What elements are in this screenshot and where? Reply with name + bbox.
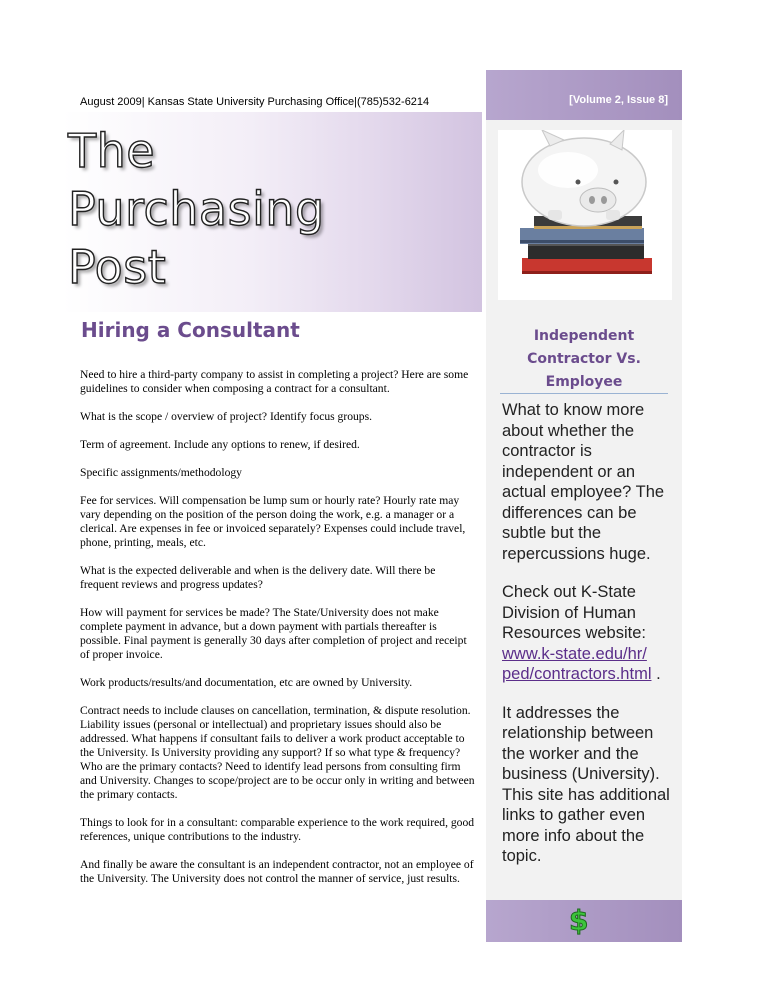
sidebar-title: [486, 325, 682, 394]
sidebar-paragraph-3: It addresses the relationship between the worker and the business (University). This site has additional links to gather even more info about the topic.: [502, 703, 670, 865]
sidebar-text: [502, 400, 678, 885]
contractors-link-line-1: www.k-state.edu/hr/: [502, 644, 647, 663]
article-paragraph: Work products/results/and documentation, etc are owned by University.: [80, 676, 413, 689]
sidebar: [486, 70, 682, 942]
article-paragraph: What is the expected deliverable and when is the delivery date. Will there be frequent reviews and progress updates?: [80, 564, 436, 591]
title-line-2: Purchasing: [68, 182, 325, 236]
sidebar-header-band: [486, 70, 682, 120]
sidebar-paragraph-1: What to know more about whether the contractor is independent or an actual employee? The differences can be subtle but the repercussions huge.: [502, 401, 665, 563]
title-line-3: Post: [68, 240, 167, 294]
article-paragraph: What is the scope / overview of project? Identify focus groups.: [80, 410, 373, 423]
article-headline: Hiring a Consultant: [81, 318, 300, 342]
article-body: [80, 368, 475, 900]
article-paragraph: Things to look for in a consultant: comparable experience to the work required, good references, unique contributions to the industry.: [80, 816, 475, 843]
piggy-bank-image: [498, 130, 672, 300]
article-paragraph: And finally be aware the consultant is an independent contractor, not an employee of the University. The University does not control the manner of service, just results.: [80, 858, 474, 885]
sidebar-paragraph-2-tail: .: [651, 665, 661, 683]
sidebar-footer-band: [486, 900, 682, 942]
contractors-link[interactable]: [502, 645, 651, 684]
sidebar-title-line-3: Employee: [545, 374, 623, 390]
sidebar-title-line-2: Contractor Vs.: [527, 351, 641, 367]
article-paragraph: Need to hire a third-party company to assist in completing a project? Here are some guidelines to consider when composing a contract for a consultant.: [80, 368, 469, 395]
article-paragraph: Specific assignments/methodology: [80, 466, 242, 479]
article-paragraph: How will payment for services be made? The State/University does not make complete payment in advance, but a down payment with partials thereafter is possible. Final payment is generally 30 days after completion of project and receipt of proper invoice.: [80, 606, 467, 661]
header-meta: August 2009| Kansas State University Purchasing Office|(785)532-6214: [80, 96, 430, 108]
piggy-bank-on-books-icon: [498, 130, 672, 300]
dollar-sign-icon: $: [569, 904, 589, 937]
contractors-link-line-2: ped/contractors.html: [502, 665, 652, 683]
issue-label: [Volume 2, Issue 8]: [569, 94, 668, 106]
article-paragraph: Contract needs to include clauses on cancellation, termination, & dispute resolution. Liability issues (personal or intellectual) and proprietary issues should also be addressed. What happens if consultant fails to deliver a work product acceptable to the University. Is University providing any support? If so what type & frequency? Who are the primary contacts? Need to identify lead persons from consulting firm and University. Changes to scope/project are to be occur only in writing and between the primary contacts.: [80, 704, 475, 801]
article-paragraph: Term of agreement. Include any options to renew, if desired.: [80, 438, 360, 451]
newsletter-title: [68, 122, 325, 296]
article-paragraph: Fee for services. Will compensation be lump sum or hourly rate? Hourly rate may vary depending on the position of the person doing the work, e.g. a manager or a clerical. Are expenses in fee or invoiced separately? Expenses could include travel, phone, printing, meals, etc.: [80, 494, 466, 549]
title-line-1: The: [68, 124, 156, 178]
sidebar-paragraph-2: [502, 582, 678, 685]
sidebar-paragraph-2-lead: Check out K-State Division of Human Resources website:: [502, 583, 646, 642]
sidebar-title-line-1: Independent: [533, 328, 635, 344]
sidebar-divider: [500, 393, 668, 394]
